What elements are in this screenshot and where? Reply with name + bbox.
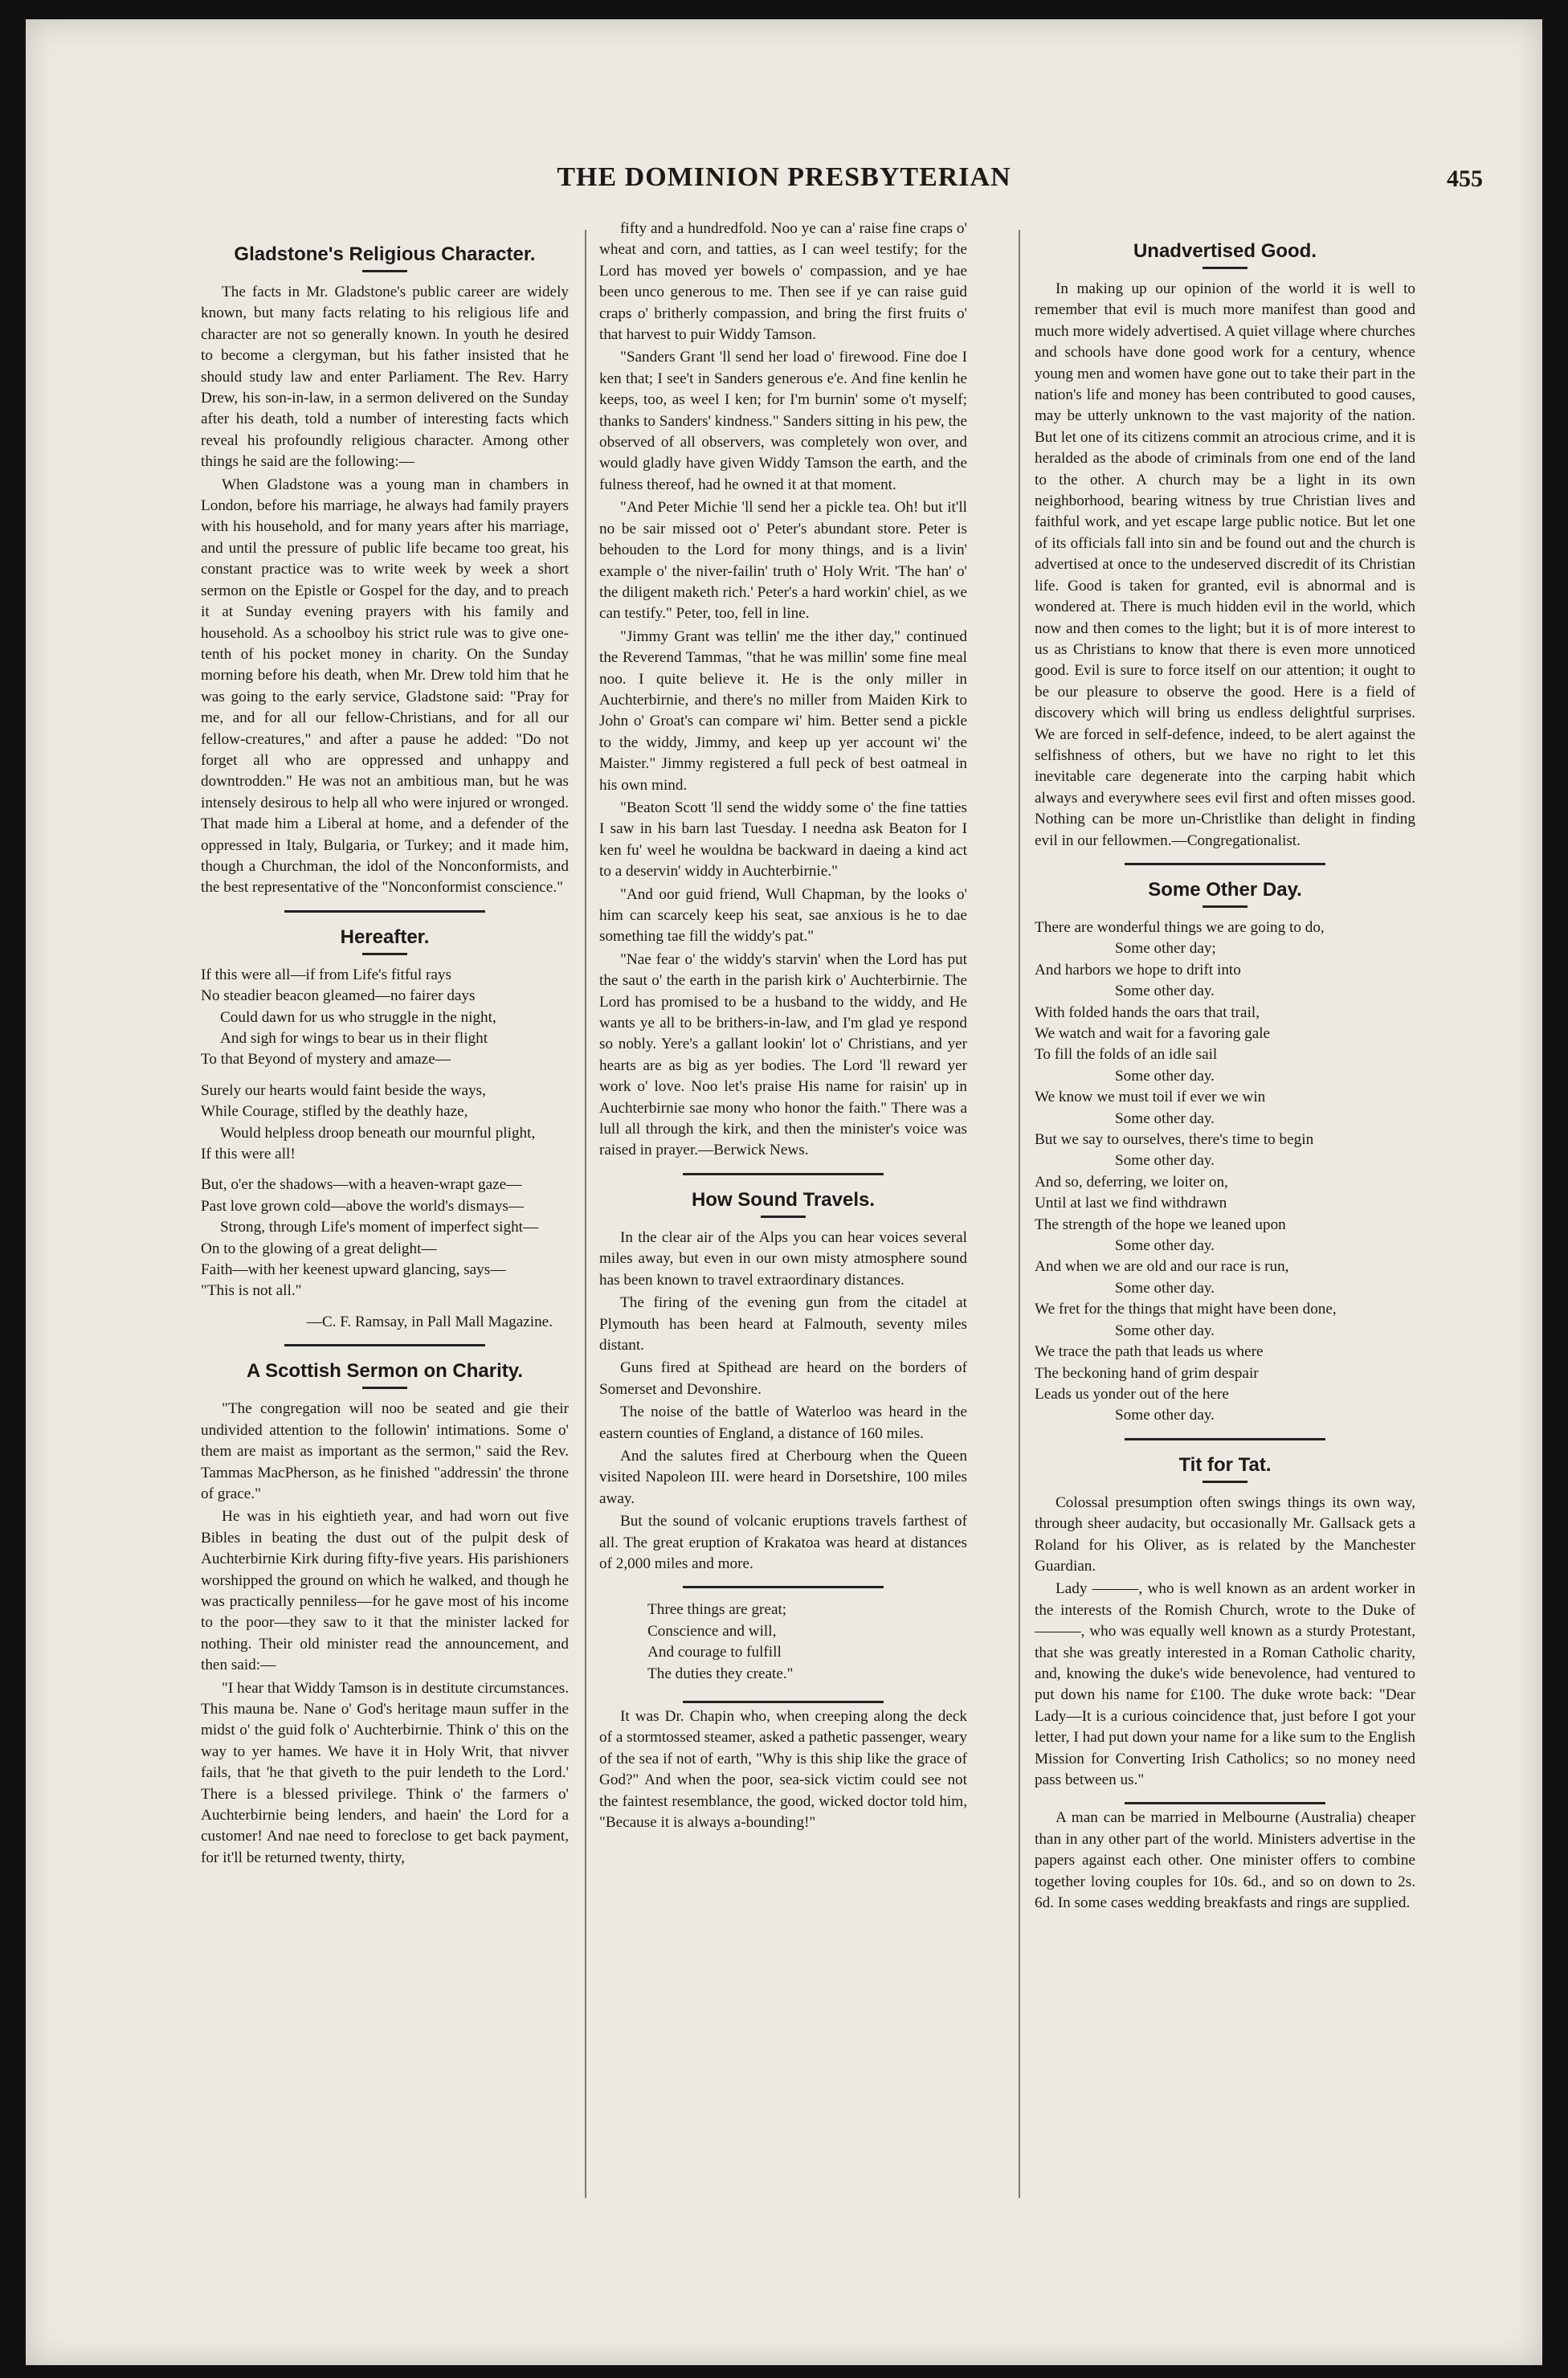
paragraph: fifty and a hundredfold. Noo ye can a' raise fine craps o' wheat and corn, and tatties, as I can weel testify; for the Lord has moved yer bowels o' compassion, and ye hae been unco generous to me. Then see if ye can raise guid craps o' britherly compassion, and bring the first fruits o' that harvest to puir Widdy Tamson.	[599, 220, 967, 344]
page-number: 455	[1447, 165, 1483, 192]
title-rule	[362, 953, 407, 955]
poem-someday	[1035, 917, 1415, 1427]
poem-line: Some other day.	[1115, 983, 1215, 1000]
poem-line: With folded hands the oars that trail,	[1035, 1003, 1260, 1021]
poem-line: Would helpless droop beneath our mournful plight,	[220, 1124, 536, 1142]
poem-line: "This is not all."	[201, 1282, 302, 1300]
paragraph: Lady ———, who is well known as an ardent worker in the interests of the Romish Church, wrote to the Duke of ———, who was equally well known as a sturdy Protestant, that she was greatly interested in a Roman Catholic charity, and, knowing the duke's wide benevolence, had ventured to put down his name for £100. The duke wrote back: "Dear Lady—It is a curious coincidence that, just before I got your letter, I had put down your name for a like sum to the English Mission for Converting Irish Catholics; so no money need pass between us."	[1035, 1580, 1415, 1788]
article-sermon-continued	[599, 219, 967, 1162]
poem-line: Some other day;	[1115, 940, 1216, 958]
poem-line: Could dawn for us who struggle in the night,	[220, 1008, 496, 1026]
paragraph: "I hear that Widdy Tamson is in destitute circumstances. This mauna be. Nane o' God's heritage maun suffer in the midst o' the guid folk o' Auchterbirnie. Think o' this on the way to yer hames. We have it in Holy Writ, that nivver fails, that 'he that giveth to the puir lendeth to the Lord.' There is a blessed privilege. Think o' the farmers o' Auchterbirnie being lenders, and haein' the Lord for a customer! And nae need to foreclose to get back payment, for it'll be returned twenty, thirty,	[201, 1679, 569, 1866]
poem-line: We watch and wait for a favoring gale	[1035, 1025, 1271, 1042]
anecdote-chapin: It was Dr. Chapin who, when creeping along the deck of a stormtossed steamer, asked a pathetic passenger, weary of the sea if not of earth, "Why is this ship like the grace of God?" And when the poor, sea-sick victim could see not the faintest resemblance, the good, wicked doctor told him, "Because it is always a-bounding!"	[599, 1708, 967, 1832]
section-rule	[683, 1701, 884, 1703]
section-rule	[1125, 863, 1325, 865]
poem-line: To fill the folds of an idle sail	[1035, 1046, 1218, 1064]
section-rule	[284, 1344, 485, 1346]
paragraph: And the salutes fired at Cherbourg when the Queen visited Napoleon III. were heard in Dorsetshire, 100 miles away.	[599, 1447, 967, 1507]
article-title-titfortat: Tit for Tat.	[1178, 1453, 1272, 1476]
poem-line: If this were all—if from Life's fitful rays	[201, 966, 451, 983]
column-rule-1	[585, 230, 586, 2198]
poem-line: And so, deferring, we loiter on,	[1035, 1173, 1228, 1191]
article-title-unadvertised: Unadvertised Good.	[1133, 240, 1317, 262]
poem-line: While Courage, stifled by the deathly haze,	[201, 1103, 468, 1121]
poem-line: Some other day.	[1115, 1067, 1215, 1085]
paragraph: The facts in Mr. Gladstone's public career are widely known, but many facts relating to his religious life and character are not so generally known. In youth he desired to become a clergyman, but his father insisted that he should study law and enter Parliament. The Rev. Harry Drew, his son-in-law, in a sermon delivered on the Sunday after his death, told a number of interesting facts which reveal his profoundly religious character. Among other things he said are the following:—	[201, 284, 569, 471]
poem-title-hereafter: Hereafter.	[340, 925, 430, 948]
verse-line: Three things are great;	[647, 1601, 787, 1619]
paragraph: But the sound of volcanic eruptions travels farthest of all. The great eruption of Krakatoa was heard at distances of 2,000 miles and more.	[599, 1513, 967, 1572]
section-rule	[683, 1173, 884, 1175]
article-title-sound: How Sound Travels.	[691, 1188, 876, 1211]
section-rule	[1125, 1438, 1325, 1440]
poem-title-someday: Some Other Day.	[1148, 878, 1302, 901]
poem-line: Some other day.	[1115, 1109, 1215, 1127]
poem-line: Leads us yonder out of the here	[1035, 1385, 1229, 1403]
paragraph: "And Peter Michie 'll send her a pickle tea. Oh! but it'll no be sair missed oot o' Peter's abundant store. Peter is behouden to the Lord for mony things, and is a livin' example o' the niver-failin' truth o' Holy Writ. 'The han' o' the diligent maketh rich.' Peter's a hard workin' chiel, as we can testify." Peter, too, fell in line.	[599, 499, 967, 623]
verse-line: And courage to fulfill	[647, 1644, 782, 1661]
article-sermon	[201, 1399, 569, 1869]
paragraph: The noise of the battle of Waterloo was heard in the eastern counties of England, a distance of 160 miles.	[599, 1404, 967, 1442]
poem-line: To that Beyond of mystery and amaze—	[201, 1051, 451, 1068]
running-head: THE DOMINION PRESBYTERIAN	[557, 162, 1011, 192]
paragraph: When Gladstone was a young man in chambers in London, before his marriage, he always had family prayers with his household, and for many years after his marriage, and until the pressure of public life became too great, his constant practice was to write week by week a short sermon on the Epistle or Gospel for the day, and to preach it at Sunday evening prayers with his family and household. As a schoolboy his strict rule was to give one-tenth of his pocket money in charity. On the Sunday morning before his death, when Mr. Drew told him that he was going to the early service, Gladstone said: "Pray for me, and for all our fellow-Christians, and for all our fellow-creatures," and after a pause he added: "Do not forget all who are oppressed and unhappy and downtrodden." He was not an ambitious man, but he was intensely desirous to help all who were injured or wronged. That made him a Liberal at home, and a defender of the oppressed in Italy, Bulgaria, or Turkey; and it made him, though a Churchman, the idol of the Nonconformists, and the best representative of the "Nonconformist conscience."	[201, 476, 569, 897]
stanza	[201, 965, 569, 1071]
article-melbourne: A man can be married in Melbourne (Australia) cheaper than in any other part of the world. Ministers advertise in the papers against each other. One minister offers to combine together loving couples for 10s. 6d., and so on down to 2s. 6d. In some cases wedding breakfasts and rings are supplied.	[1035, 1809, 1415, 1912]
verse-three-things	[647, 1600, 967, 1685]
poem-line: And sigh for wings to bear us in their flight	[220, 1030, 488, 1047]
paragraph: "Sanders Grant 'll send her load o' firewood. Fine doe I ken that; I see't in Sanders generous e'e. And fine kenlin he keeps, too, as weel I ken; for I'm burnin' some o't myself; thanks to Sanders' kindness." Sanders sitting in his pew, the observed of all observers, was completely won over, and would gladly have given Widdy Tamson the earth, and the fulness thereof, had he owned it at that moment.	[599, 349, 967, 493]
paragraph: "And oor guid friend, Wull Chapman, by the looks o' him can scarcely keep his seat, sae anxious is he to dae something tae fill the widdy's pat."	[599, 885, 967, 946]
poem-line: If this were all!	[201, 1146, 296, 1163]
column-2	[599, 219, 967, 1835]
poem-line: Surely our hearts would faint beside the ways,	[201, 1081, 486, 1099]
poem-signature: —C. F. Ramsay, in Pall Mall Magazine.	[306, 1313, 553, 1330]
newspaper-page	[26, 19, 1542, 2365]
poem-line: Until at last we find withdrawn	[1035, 1195, 1227, 1212]
stanza	[201, 1081, 569, 1166]
poem-line: Past love grown cold—above the world's dismays—	[201, 1197, 525, 1215]
paragraph: "Beaton Scott 'll send the widdy some o' the fine tatties I saw in his barn last Tuesday. I needna ask Beaton for I ken fu' weel he wouldna be backward in daeing a kind act to a deservin' widdy in Auchterbirnie."	[599, 799, 967, 881]
poem-line: Some other day.	[1115, 1279, 1215, 1297]
column-1	[201, 230, 569, 1870]
section-rule	[683, 1586, 884, 1588]
paragraph: Guns fired at Spithead are heard on the borders of Somerset and Devonshire.	[599, 1359, 967, 1398]
title-rule	[1203, 267, 1247, 269]
poem-line: But we say to ourselves, there's time to begin	[1035, 1131, 1314, 1149]
poem-line: There are wonderful things we are going to do,	[1035, 918, 1325, 936]
section-rule	[1125, 1802, 1325, 1804]
paragraph: Colossal presumption often swings things its own way, through sheer audacity, but occasionally Mr. Gallsack gets a Roland for his Oliver, as is related by the Manchester Guardian.	[1035, 1493, 1415, 1575]
poem-line: Some other day.	[1115, 1407, 1215, 1424]
poem-line: And when we are old and our race is run,	[1035, 1258, 1289, 1276]
poem-line: But, o'er the shadows—with a heaven-wrapt gaze—	[201, 1176, 522, 1194]
poem-line: Strong, through Life's moment of imperfect sight—	[220, 1219, 539, 1236]
section-rule	[284, 910, 485, 913]
poem-line: We trace the path that leads us where	[1035, 1343, 1264, 1361]
poem-line: Some other day.	[1115, 1237, 1215, 1255]
poem-line: On to the glowing of a great delight—	[201, 1240, 437, 1257]
paragraph: In the clear air of the Alps you can hear voices several miles away, but even in our own misty atmosphere sound has been known to travel extraordinary distances.	[599, 1228, 967, 1289]
poem-line: The beckoning hand of grim despair	[1035, 1364, 1259, 1382]
column-rule-2	[1019, 230, 1020, 2198]
title-rule	[1203, 905, 1247, 908]
verse-line: The duties they create."	[647, 1665, 794, 1682]
verse-line: Conscience and will,	[647, 1622, 777, 1640]
poem-line: The strength of the hope we leaned upon	[1035, 1216, 1286, 1233]
article-title-sermon: A Scottish Sermon on Charity.	[246, 1360, 524, 1383]
paragraph: He was in his eightieth year, and had worn out five Bibles in beating the dust out of the pulpit desk of Auchterbirnie Kirk during fifty-five years. His parishioners worshipped the ground on which he walked, and though he was practically penniless—for he gave most of his income to the poor—they saw to it that the minister lacked for nothing. Their old minister read the announcement, and then said:—	[201, 1508, 569, 1674]
article-title-gladstone: Gladstone's Religious Character.	[234, 243, 536, 265]
poem-line: We fret for the things that might have been done,	[1035, 1301, 1337, 1318]
poem-line: No steadier beacon gleamed—no fairer days	[201, 987, 476, 1005]
paragraph: In making up our opinion of the world it is well to remember that evil is much more manifest than good and much more widely advertised. A quiet village where churches and schools have done good work for a century, whence young men and women have gone out to take their part in the nation's life and money has been contributed to good causes, may be utterly unknown to the vast majority of the nation. But let one of its citizens commit an atrocious crime, and it is heralded as the abode of criminals from one end of the land to the other. A church may be a light in its own neighborhood, bearing witness by true Christian lives and faithful work, and yet escape large public notice. But let one of its officials fall into sin and be found out and the church is advertised at once to the undeserved discredit of its Christian life. Good is taken for granted, evil is abnormal and is wondered at. There is much hidden evil in the world, which now and then comes to the light; but it is of more interest to us as Christians to know that there is even more unnoticed good. Evil is sure to force itself on our attention; it ought to be our pleasure to observe the good. Here is a field of discovery which will bring us endless delightful surprises. We are forced in self-defence, indeed, to be alert against the selfishness of others, but we have no right to let this inevitable care degenerate into the carping habit which always and everywhere sees evil first and often misses good. Nothing can be more un-Christlike than delight in finding evil in our fellowmen.—Congregationalist.	[1035, 280, 1415, 849]
title-rule	[362, 270, 407, 272]
title-rule	[761, 1216, 806, 1218]
paragraph: "Jimmy Grant was tellin' me the ither day," continued the Reverend Tammas, "that he was millin' some fine meal noo. I quite believe it. He is the only miller in Auchterbirnie, and there's no miller from Maiden Kirk to John o' Groat's can compare wi' him. Better send a pickle to the widdy, Jimmy, and keep up yer account wi' the Maister." Jimmy registered a full peck of best oatmeal in his own mind.	[599, 627, 967, 794]
title-rule	[1203, 1481, 1247, 1483]
article-titfortat	[1035, 1493, 1415, 1792]
paragraph: "Nae fear o' the widdy's starvin' when the Lord has put the saut o' the earth in the parish kirk o' Auchterbirnie. The Lord has promised to be a husband to the widdy, and He wants ye all to be brithers-in-law, and I'm glad ye respond so nobly. Yere's a gallant lookin' lot o' Christians, and yer hearts are as big as yer bodies. The Lord 'll reward yer work o' love. Noo let's praise His name for raisin' up in Auchterbirnie sae mony who honor the faith." There was a lull all through the kirk, and then the minister's voice was raised in prayer.—Berwick News.	[599, 950, 967, 1159]
poem-hereafter	[201, 965, 569, 1302]
stanza	[201, 1175, 569, 1301]
article-sound	[599, 1228, 967, 1575]
poem-line: Some other day.	[1115, 1152, 1215, 1170]
article-unadvertised	[1035, 279, 1415, 852]
paragraph: The firing of the evening gun from the citadel at Plymouth has been heard at Falmouth, seventy miles distant.	[599, 1294, 967, 1354]
poem-line: Faith—with her keenest upward glancing, says—	[201, 1261, 506, 1279]
poem-line: We know we must toil if ever we win	[1035, 1089, 1266, 1106]
paragraph: "The congregation will noo be seated and gie their undivided attention to the followin' intimations. Some o' them are maist as important as the sermon," said the Rev. Tammas MacPherson, as he finished "addressin' the throne of grace."	[201, 1400, 569, 1502]
poem-line: Some other day.	[1115, 1322, 1215, 1339]
title-rule	[362, 1387, 407, 1389]
article-gladstone	[201, 282, 569, 899]
poem-line: And harbors we hope to drift into	[1035, 961, 1241, 979]
column-3	[1035, 227, 1415, 1915]
